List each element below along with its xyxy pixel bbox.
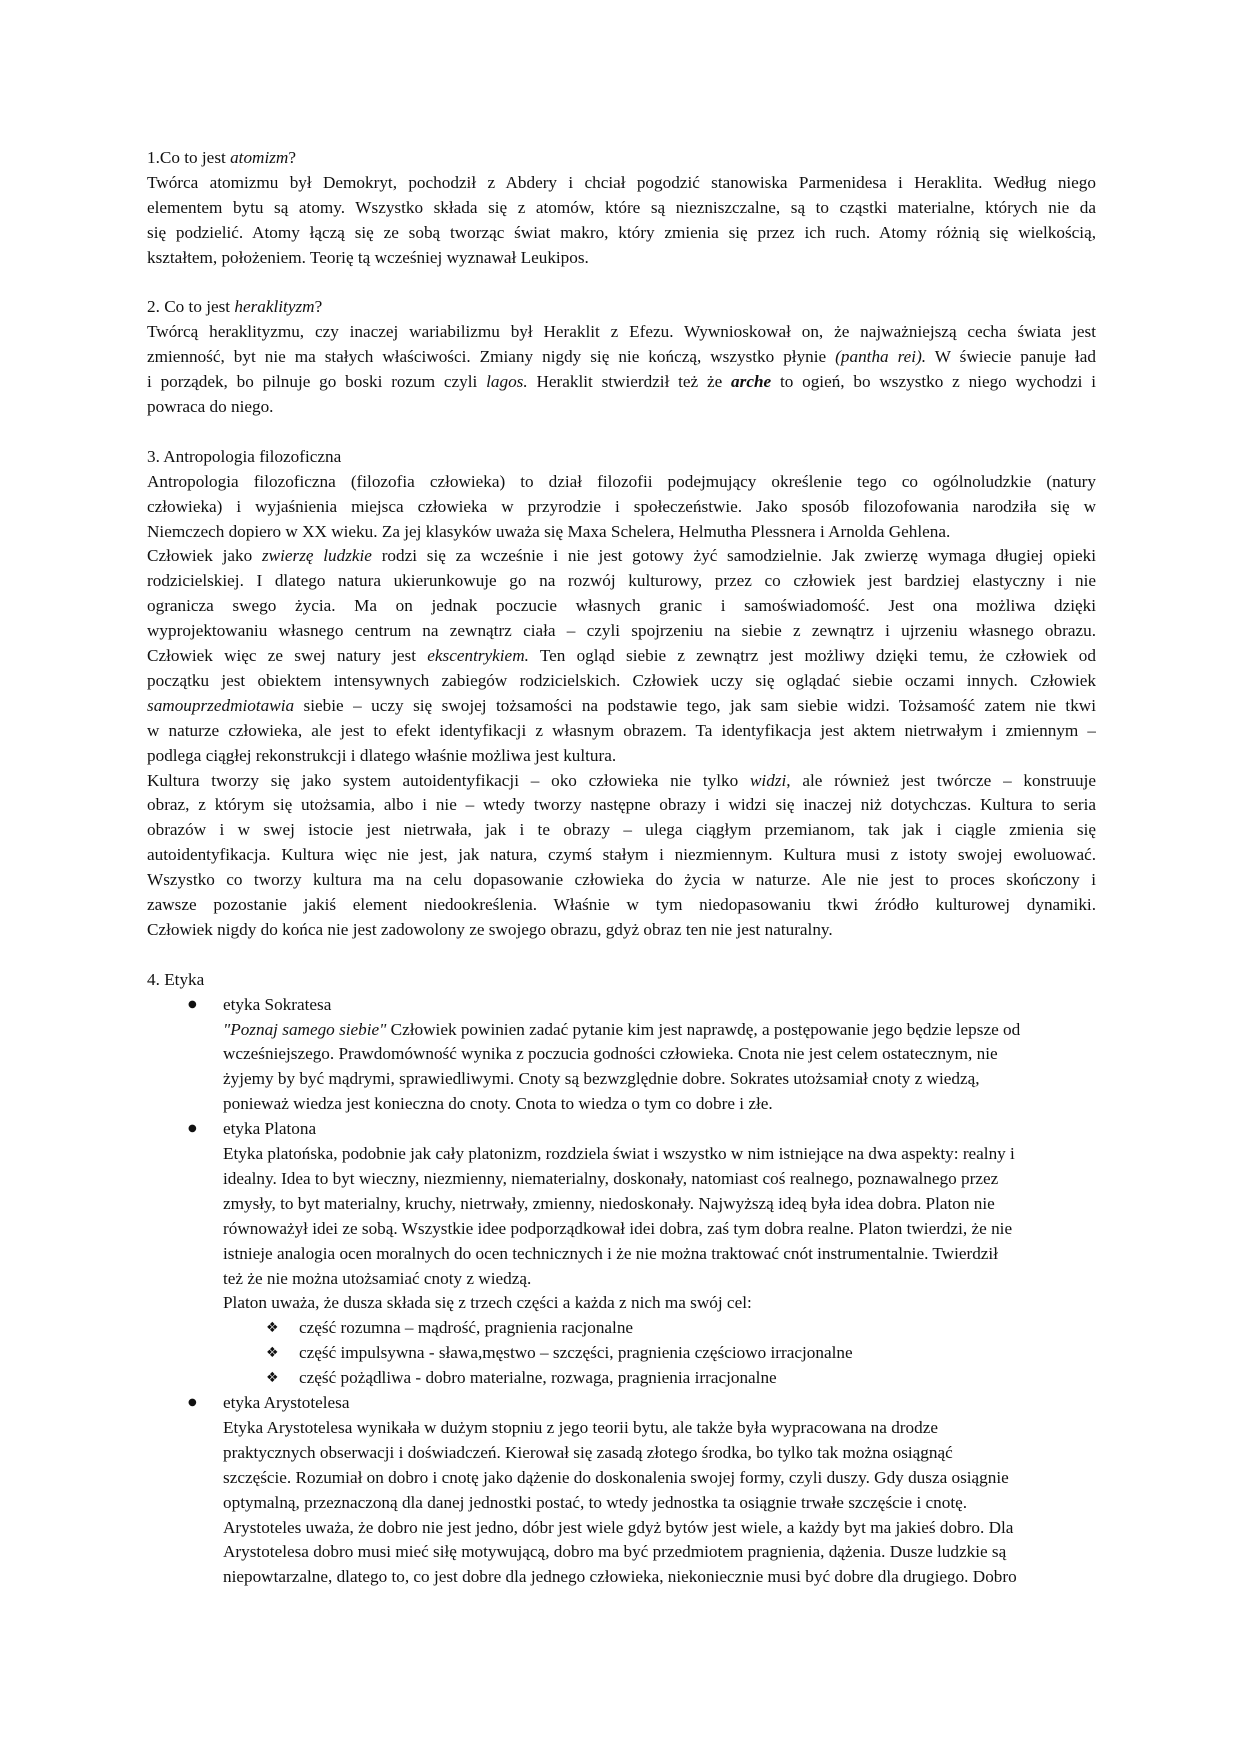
list-item-line (223, 1516, 1013, 1541)
text-run: autoidentyfikacja. Kultura więc nie jest, jak natura, czymś stałym i niezmiennym. Kultura musi z istoty swojej ewoluować. (147, 845, 1096, 865)
paragraph-line (147, 694, 1096, 719)
list-item-line (223, 1217, 1012, 1242)
paragraph-line (147, 918, 1096, 943)
diamond-bullet-icon: ❖ (266, 1345, 279, 1362)
text-run: Człowiek powinien zadać pytanie kim jest naprawdę, a postępowanie jego będzie lepsze od (386, 1019, 1021, 1039)
section-heading (147, 146, 296, 171)
text-run: widzi (749, 770, 787, 790)
text-run: zwierzę ludzkie (261, 546, 372, 566)
paragraph-line (147, 246, 1096, 271)
list-item-line (223, 1192, 995, 1217)
list-item-line (223, 1441, 953, 1466)
text-run: się podzielić. Atomy łączą się ze sobą tworząc świat makro, który zmienia się przez ich ruch. Atomy różnią się wielkością, (147, 222, 1096, 242)
list-item-line (223, 1466, 1009, 1491)
paragraph-line (147, 395, 1096, 420)
text-run: Niemczech dopiero w XX wieku. Za jej klasyków uważa się Maxa Schelera, Helmutha Plessnera i Arnolda Gehlena. (147, 521, 951, 541)
text-run: Platon uważa, że dusza składa się z trzech części a każda z nich ma swój cel: (223, 1293, 752, 1313)
bullet-icon: ● (188, 1123, 197, 1135)
list-item-line (223, 1267, 531, 1292)
text-run: Arystotelesa dobro musi mieć siłę motywującą, dobro ma być przedmiotem pragnienia, dążenia. Dusze ludzkie są (223, 1542, 1007, 1562)
paragraph-line (147, 644, 1096, 669)
text-run: zawsze pozostanie jakiś element niedookreślenia. Właśnie w tym niedopasowaniu tkwi źródło kulturowej dynamiki. (147, 895, 1096, 914)
text-run: obrazów i w swej istocie jest nietrwała, jak i te obrazy – ulega ciągłym przemianom, tak jak i ciągle zmienia się (147, 820, 1096, 840)
paragraph-line (147, 843, 1096, 868)
list-item-line (223, 1242, 998, 1267)
text-run: Człowiek jako (147, 546, 262, 566)
paragraph-line (147, 893, 1096, 918)
text-run: 1.Co to jest (147, 148, 231, 167)
text-run: powraca do niego. (147, 397, 274, 416)
section-heading (147, 445, 341, 470)
diamond-bullet-icon: ❖ (266, 1320, 279, 1337)
text-run: samouprzedmiotawia (147, 695, 295, 715)
text-run: Etyka Arystotelesa wynikała w dużym stopniu z jego teorii bytu, ale także była wypracowana na drodze (223, 1417, 938, 1437)
text-run: optymalną, przeznaczoną dla danej jednostki postać, to wtedy jednostka ta osiągnie trwałe szczęście i cnotę. (223, 1492, 968, 1512)
text-run: (pantha rei). (835, 347, 927, 367)
text-run: ? (288, 148, 296, 167)
section-heading (147, 968, 204, 993)
text-run: Wszystko co tworzy kultura ma na celu dopasowanie człowieka do życia w naturze. Ale nie jest to proces skończony i (147, 870, 1096, 890)
paragraph-line (147, 470, 1096, 495)
text-run: szczęście. Rozumiał on dobro i cnotę jako dążenie do doskonalenia swojej formy, czyli duszy. Gdy dusza osiągnie (223, 1467, 1009, 1487)
text-run: lagos. (486, 372, 528, 392)
text-run: praktycznych obserwacji i doświadczeń. Kierował się zasadą złotego środka, bo tylko tak można osiągnąć (223, 1442, 953, 1462)
text-run: zmysły, to byt materialny, kruchy, nietrwały, zmienny, niedoskonały. Najwyższą ideą była idea dobra. Platon nie (223, 1193, 995, 1213)
list-item-line (223, 1565, 1017, 1590)
paragraph-line (147, 619, 1096, 644)
text-run: Człowiek więc ze swej natury jest (147, 646, 428, 665)
text-run: człowieka) i wyjaśnienia miejsca człowieka w przyrodzie i społeczeństwie. Jako sposób filozofowania narodziła się w (147, 496, 1096, 516)
text-run: atomizm (230, 148, 289, 167)
sub-list-item: część impulsywna - sława,męstwo – szczęści, pragnienia częściowo irracjonalne (299, 1343, 853, 1363)
paragraph-line (147, 221, 1096, 246)
text-run: Antropologia filozoficzna (filozofia człowieka) to dział filozofii podejmujący określenie tego co ogólnoludzkie (natury (147, 471, 1096, 491)
text-run: istnieje analogia ocen moralnych do ocen technicznych i że nie można traktować cnót instrumentalnie. Twierdził (223, 1243, 998, 1263)
diamond-bullet-icon: ❖ (266, 1370, 279, 1387)
list-item-line (223, 1042, 998, 1067)
list-item-line (223, 1167, 998, 1192)
list-item-line (223, 1067, 980, 1092)
bullet-icon: ● (188, 998, 197, 1010)
text-run: też że nie można utożsamiać cnoty z wiedzą. (223, 1268, 532, 1288)
paragraph-line (147, 345, 1096, 370)
text-run: 2. Co to jest (147, 297, 235, 317)
paragraph-line (147, 370, 1096, 395)
text-run: , ale również jest twórcze – konstruuje (786, 770, 1096, 790)
paragraph-line (147, 818, 1096, 843)
text-run: obraz, z którym się utożsamia, albo i nie – wtedy tworzy następne obrazy i widzi się inaczej niż dotychczas. Kultura to seria (147, 795, 1096, 815)
paragraph-line (147, 320, 1096, 345)
paragraph-line (147, 594, 1096, 619)
list-item-title: etyka Arystotelesa (223, 1393, 350, 1412)
text-run: Kultura tworzy się jako system autoidentyfikacji – oko człowieka nie tylko (147, 770, 750, 790)
text-run: niepowtarzalne, dlatego to, co jest dobre dla jednego człowieka, niekoniecznie musi być dobre dla drugiego. Dobro (223, 1567, 1017, 1587)
text-run: 4. Etyka (147, 969, 205, 989)
list-item-line (223, 1540, 1006, 1565)
text-run: arche (731, 372, 772, 392)
text-run: ponieważ wiedza jest konieczna do cnoty. Cnota to wiedza o tym co dobre i złe. (223, 1094, 773, 1114)
paragraph-line (147, 544, 1096, 569)
text-run: Człowiek nigdy do końca nie jest zadowolony ze swojego obrazu, gdyż obraz ten nie jest naturalny. (147, 919, 833, 939)
text-run: to ogień, bo wszystko z niego wychodzi i (771, 372, 1096, 392)
text-run: w naturze człowieka, ale jest to efekt identyfikacji z własnym obrazem. Ta identyfikacja jest aktem nietrwałym i zmiennym – (147, 720, 1096, 740)
list-item-title: etyka Sokratesa (223, 994, 332, 1014)
text-run: początku jest obiektem intensywnych zabiegów rodzicielskich. Człowiek uczy się oglądać siebie oczami innych. Człowiek (147, 670, 1096, 690)
list-item-line (223, 1018, 1020, 1043)
paragraph-line (147, 495, 1096, 520)
text-run: Ten ogląd siebie z zewnątrz jest możliwy dzięki temu, że człowiek od (528, 646, 1096, 665)
text-run: elementem bytu są atomy. Wszystko składa się z atomów, które są niezniszczalne, są to cząstki materialne, których nie da (147, 197, 1096, 217)
text-run: Twórca atomizmu był Demokryt, pochodził z Abdery i chciał pogodzić stanowiska Parmenidesa i Heraklita. Według niego (147, 172, 1096, 192)
text-run: Etyka platońska, podobnie jak cały platonizm, rozdziela świat i wszystko w nim istniejące na dwa aspekty: realny i (223, 1144, 1015, 1163)
sub-list-item: część rozumna – mądrość, pragnienia racjonalne (299, 1318, 634, 1338)
paragraph-line (147, 171, 1096, 196)
text-run: żyjemy by być mądrymi, sprawiedliwymi. Cnoty są bezwzględnie dobre. Sokrates utożsamiał cnoty z wiedzą, (223, 1069, 980, 1089)
paragraph-line (147, 719, 1096, 744)
section-heading (147, 295, 322, 320)
paragraph-line (147, 520, 1096, 545)
text-run: W świecie panuje ład (926, 347, 1096, 367)
text-run: wcześniejszego. Prawdomówność wynika z poczucia godności człowieka. Cnota nie jest celem ostatecznym, nie (223, 1044, 998, 1064)
text-run: kształtem, położeniem. Teorię tą wcześniej wyznawał Leukipos. (147, 247, 589, 267)
text-run: ekscentrykiem. (427, 646, 529, 665)
bullet-icon: ● (188, 1397, 197, 1408)
list-item-title: etyka Platona (223, 1119, 317, 1139)
text-run: Twórcą heraklityzmu, czy inaczej wariabilizmu był Heraklit z Efezu. Wywnioskował on, że najważniejszą cecha świata jest (147, 322, 1096, 342)
text-run: ? (314, 297, 323, 317)
paragraph-line (147, 744, 1096, 769)
text-run: równoważył idei ze sobą. Wszystkie idee podporządkował idei dobra, zaś tym dobra realne. Platon twierdzi, że nie (223, 1218, 1013, 1238)
list-item-line (223, 1142, 1015, 1167)
list-item-line (223, 1416, 938, 1441)
list-item-line (223, 1491, 967, 1516)
text-run: i porządek, bo pilnuje go boski rozum czyli (147, 372, 487, 392)
paragraph-line (147, 196, 1096, 221)
text-run: rodzi się za wcześnie i nie jest gotowy żyć samodzielnie. Jak zwierzę wymaga długiej opieki (371, 546, 1096, 566)
text-run: "Poznaj samego siebie" (223, 1019, 387, 1039)
paragraph-line (147, 669, 1096, 694)
paragraph-line (147, 769, 1096, 794)
text-run: ogranicza swego życia. Ma on jednak poczucie własnych granic i samoświadomość. Jest ona możliwa dzięki (147, 596, 1096, 616)
sub-list-item: część pożądliwa - dobro materialne, rozwaga, pragnienia irracjonalne (299, 1368, 777, 1388)
paragraph-line (147, 569, 1096, 594)
text-run: Arystoteles uważa, że dobro nie jest jedno, dóbr jest wiele gdyż bytów jest wiele, a każdy byt ma jakieś dobro. Dla (223, 1517, 1014, 1537)
text-run: podlega ciągłej rekonstrukcji i dlatego właśnie możliwa jest kultura. (147, 745, 617, 765)
text-run: zmienność, byt nie ma stałych właściwości. Zmiany nigdy się nie kończą, wszystko płynie (147, 347, 836, 367)
text-run: siebie – uczy się swojej tożsamości na podstawie tego, jak sam siebie widzi. Tożsamość zatem nie tkwi (294, 695, 1096, 715)
paragraph-line (147, 793, 1096, 818)
text-run: heraklityzm (234, 297, 315, 317)
text-run: Heraklit stwierdził też że (527, 372, 732, 392)
text-run: idealny. Idea to byt wieczny, niezmienny, niematerialny, doskonały, natomiast coś realnego, poznawalnego przez (223, 1168, 999, 1188)
text-run: wyprojektowaniu własnego centrum na zewnątrz ciała – czyli spojrzeniu na siebie z zewnątrz i ujrzeniu własnego obrazu. (147, 621, 1096, 641)
list-item-line (223, 1092, 773, 1117)
list-item-line (223, 1291, 752, 1316)
text-run: rodzicielskiej. I dlatego natura ukierunkowuje go na rozwój kulturowy, przez co człowiek jest bardziej elastyczny i nie (147, 571, 1096, 591)
text-run: 3. Antropologia filozoficzna (147, 446, 342, 466)
paragraph-line (147, 868, 1096, 893)
